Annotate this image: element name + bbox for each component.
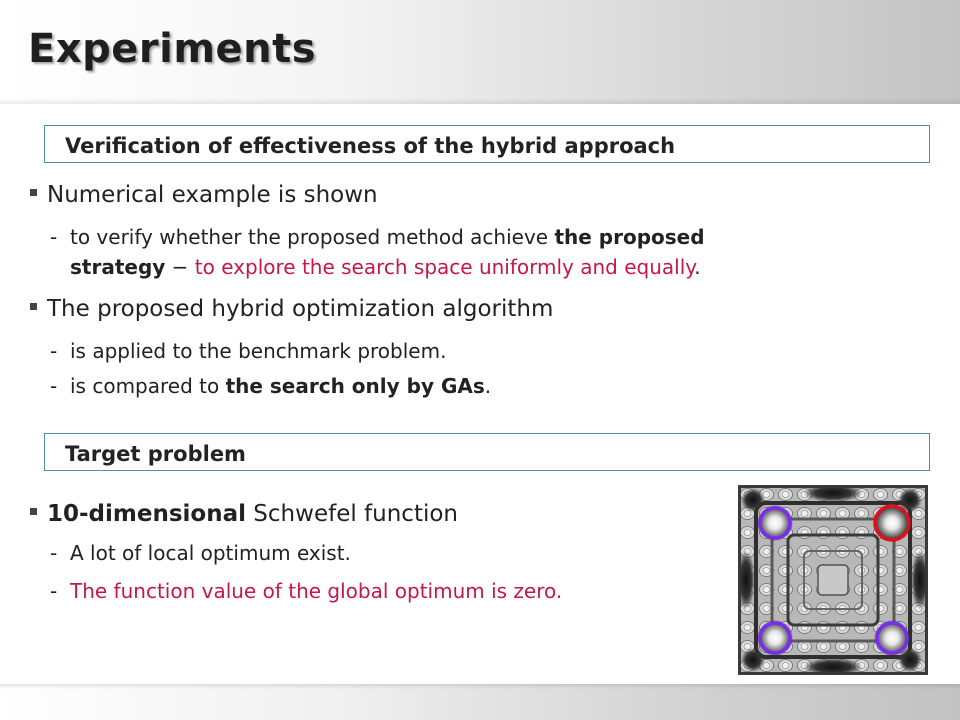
sub-text: .: [484, 374, 492, 398]
sub-text-bold: the search only by GAs: [225, 374, 485, 398]
sub-text-bold: strategy: [70, 255, 166, 279]
bullet-text: The proposed hybrid optimization algorithm: [47, 296, 554, 322]
sub-text-bold: the proposed: [554, 225, 705, 249]
sub-bullet-applied: [50, 336, 446, 366]
sub-text: A lot of local optimum exist.: [70, 541, 351, 565]
sub-text: .: [694, 255, 701, 279]
section-heading-box-target: [44, 433, 930, 471]
sub-text-highlight: to explore the search space uniformly and equally: [194, 255, 695, 279]
sub-bullet-compared: [50, 371, 491, 401]
bullet-hybrid-algorithm: [30, 296, 553, 322]
bullet-numerical-example: [30, 182, 378, 208]
sub-bullet-global-optimum: [50, 576, 562, 606]
sub-text: to verify whether the proposed method achieve: [70, 225, 555, 249]
sub-text-highlight: The function value of the global optimum is zero.: [70, 579, 563, 603]
slide-title: Experiments: [28, 26, 317, 72]
sub-text: −: [165, 255, 195, 279]
dash-marker: -: [50, 579, 58, 603]
dash-marker: -: [50, 541, 58, 565]
bullet-text: Schwefel function: [246, 501, 458, 527]
sub-text: is compared to: [70, 374, 226, 398]
bullet-schwefel: [30, 501, 458, 527]
sub-text: is applied to the benchmark problem.: [70, 339, 447, 363]
schwefel-contour-plot: [738, 485, 928, 675]
sub-bullet-verify: [50, 222, 930, 282]
dash-marker: -: [50, 374, 58, 398]
dash-marker: -: [50, 339, 58, 363]
section-heading-verification: Verification of effectiveness of the hybrid approach: [65, 134, 676, 158]
section-heading-target: Target problem: [65, 442, 246, 466]
footer-bar: [0, 684, 960, 720]
bullet-text-bold: 10-dimensional: [47, 501, 246, 527]
dash-marker: -: [50, 225, 58, 249]
bullet-square-icon: [30, 508, 37, 515]
bullet-square-icon: [30, 189, 37, 196]
bullet-text: Numerical example is shown: [47, 182, 378, 208]
sub-bullet-local-optimum: [50, 538, 351, 568]
bullet-square-icon: [30, 303, 37, 310]
section-heading-box-verification: [44, 125, 930, 163]
